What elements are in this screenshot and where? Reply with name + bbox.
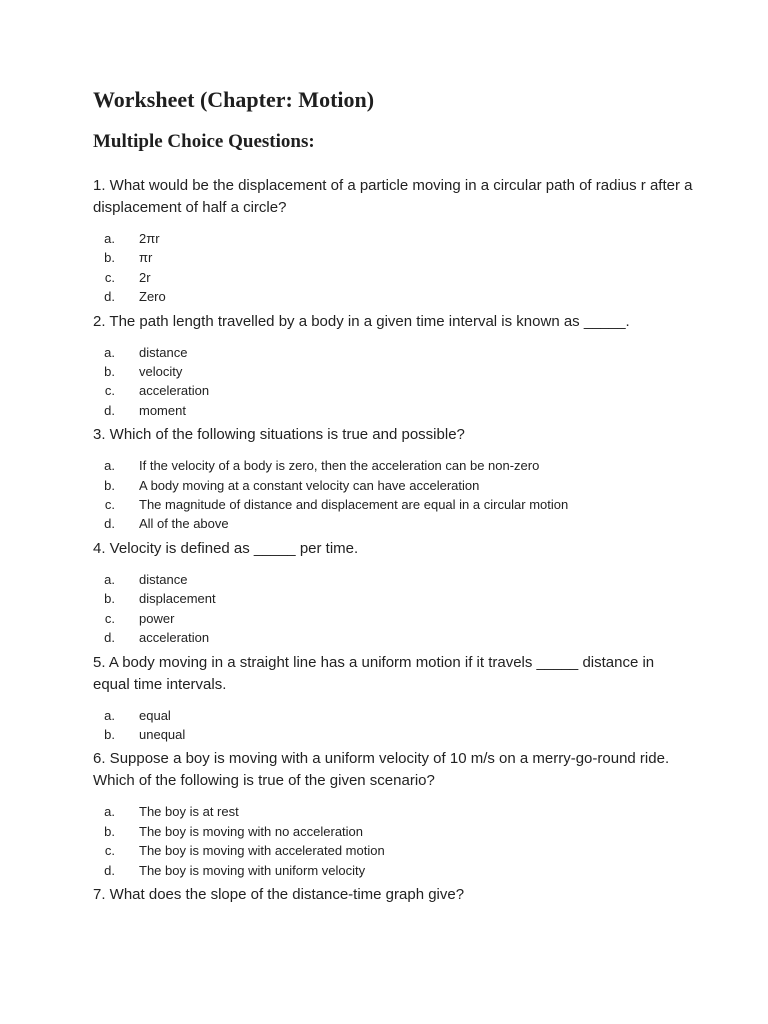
option-text: πr	[139, 250, 153, 266]
option-item	[93, 362, 693, 381]
question-number: 1.	[93, 177, 106, 194]
question-block	[93, 884, 693, 906]
option-text: Zero	[139, 289, 166, 305]
option-text: The magnitude of distance and displacement are equal in a circular motion	[139, 497, 569, 513]
option-letter: d.	[104, 516, 115, 532]
option-item	[93, 268, 693, 287]
option-item	[93, 609, 693, 628]
option-item	[93, 381, 693, 400]
option-item	[93, 456, 693, 475]
option-text: moment	[139, 402, 186, 418]
option-list	[93, 229, 693, 307]
question-text	[93, 311, 693, 333]
question-block	[93, 748, 693, 880]
question-body: Suppose a boy is moving with a uniform velocity of 10 m/s on a merry-go-round ride. Which of the following is true of the given scenario?	[93, 750, 670, 790]
option-text: 2r	[139, 269, 151, 285]
page-title: Worksheet (Chapter: Motion)	[93, 87, 375, 112]
question-text	[93, 538, 693, 560]
option-letter: b.	[104, 364, 115, 380]
option-item	[93, 841, 693, 860]
option-item	[93, 495, 693, 514]
question-number: 2.	[93, 312, 106, 330]
option-text: displacement	[139, 591, 216, 607]
option-item	[93, 802, 693, 821]
question-text	[93, 652, 693, 696]
question-text	[93, 884, 693, 906]
option-letter: c.	[104, 497, 115, 513]
option-letter: a.	[104, 231, 115, 246]
option-text: A body moving at a constant velocity can have acceleration	[139, 477, 480, 493]
question-text	[93, 748, 693, 792]
option-letter: b.	[104, 726, 115, 742]
option-item	[93, 570, 693, 589]
option-item	[93, 514, 693, 533]
question-body: Which of the following situations is true and possible?	[105, 426, 465, 444]
option-text: The boy is at rest	[139, 804, 239, 820]
option-letter: b.	[104, 823, 115, 839]
question-number: 4.	[93, 539, 106, 557]
option-letter: c.	[104, 843, 115, 859]
option-letter: d.	[104, 402, 115, 418]
option-item	[93, 229, 693, 248]
option-letter: c.	[104, 269, 115, 285]
option-item	[93, 706, 693, 725]
option-item	[93, 628, 693, 647]
option-item	[93, 589, 693, 608]
option-list	[93, 456, 693, 534]
option-letter: a.	[104, 458, 115, 474]
option-text: unequal	[139, 726, 186, 742]
option-text: All of the above	[139, 516, 229, 532]
option-item	[93, 476, 693, 495]
option-letter: c.	[104, 610, 115, 626]
question-text	[93, 175, 693, 219]
option-text: The boy is moving with accelerated motion	[139, 843, 385, 859]
option-item	[93, 401, 693, 420]
option-letter: d.	[104, 289, 115, 305]
option-item	[93, 343, 693, 362]
option-text: 2πr	[139, 231, 160, 246]
section-heading: Multiple Choice Questions:	[93, 131, 315, 152]
question-block	[93, 175, 693, 307]
option-text: acceleration	[139, 630, 210, 646]
option-text: power	[139, 610, 175, 626]
question-block	[93, 424, 693, 534]
option-text: acceleration	[139, 383, 210, 399]
option-letter: b.	[104, 477, 115, 493]
option-list	[93, 802, 693, 880]
option-letter: a.	[104, 804, 115, 820]
option-letter: d.	[104, 862, 115, 878]
question-body: What would be the displacement of a particle moving in a circular path of radius r after a displacement of half a circle?	[93, 177, 693, 216]
option-item	[93, 248, 693, 267]
option-letter: d.	[104, 630, 115, 646]
question-number: 3.	[93, 426, 106, 444]
question-block	[93, 311, 693, 421]
option-list	[93, 706, 693, 745]
question-number: 6.	[93, 750, 106, 768]
question-body: A body moving in a straight line has a uniform motion if it travels _____ distance in equal time intervals.	[93, 653, 655, 693]
option-list	[93, 343, 693, 421]
option-letter: a.	[104, 571, 115, 587]
question-body: What does the slope of the distance-time graph give?	[105, 885, 465, 903]
option-text: distance	[139, 571, 188, 587]
option-letter: b.	[104, 591, 115, 607]
question-number: 5.	[93, 653, 106, 671]
question-number: 7.	[93, 885, 106, 903]
option-item	[93, 287, 693, 306]
option-list	[93, 570, 693, 648]
worksheet-page	[93, 85, 693, 906]
question-body: The path length travelled by a body in a given time interval is known as _____.	[105, 312, 630, 330]
question-block	[93, 652, 693, 745]
question-list	[93, 175, 693, 906]
option-letter: b.	[104, 250, 115, 266]
option-text: The boy is moving with no acceleration	[139, 823, 364, 839]
option-text: distance	[139, 344, 188, 360]
question-text	[93, 424, 693, 446]
option-item	[93, 822, 693, 841]
option-letter: c.	[104, 383, 115, 399]
option-text: The boy is moving with uniform velocity	[139, 862, 366, 878]
question-body: Velocity is defined as _____ per time.	[105, 539, 359, 557]
option-letter: a.	[104, 707, 115, 723]
option-text: velocity	[139, 364, 183, 380]
option-letter: a.	[104, 344, 115, 360]
question-block	[93, 538, 693, 648]
option-item	[93, 861, 693, 880]
option-text: equal	[139, 707, 171, 723]
option-text: If the velocity of a body is zero, then the acceleration can be non-zero	[139, 458, 540, 474]
option-item	[93, 725, 693, 744]
